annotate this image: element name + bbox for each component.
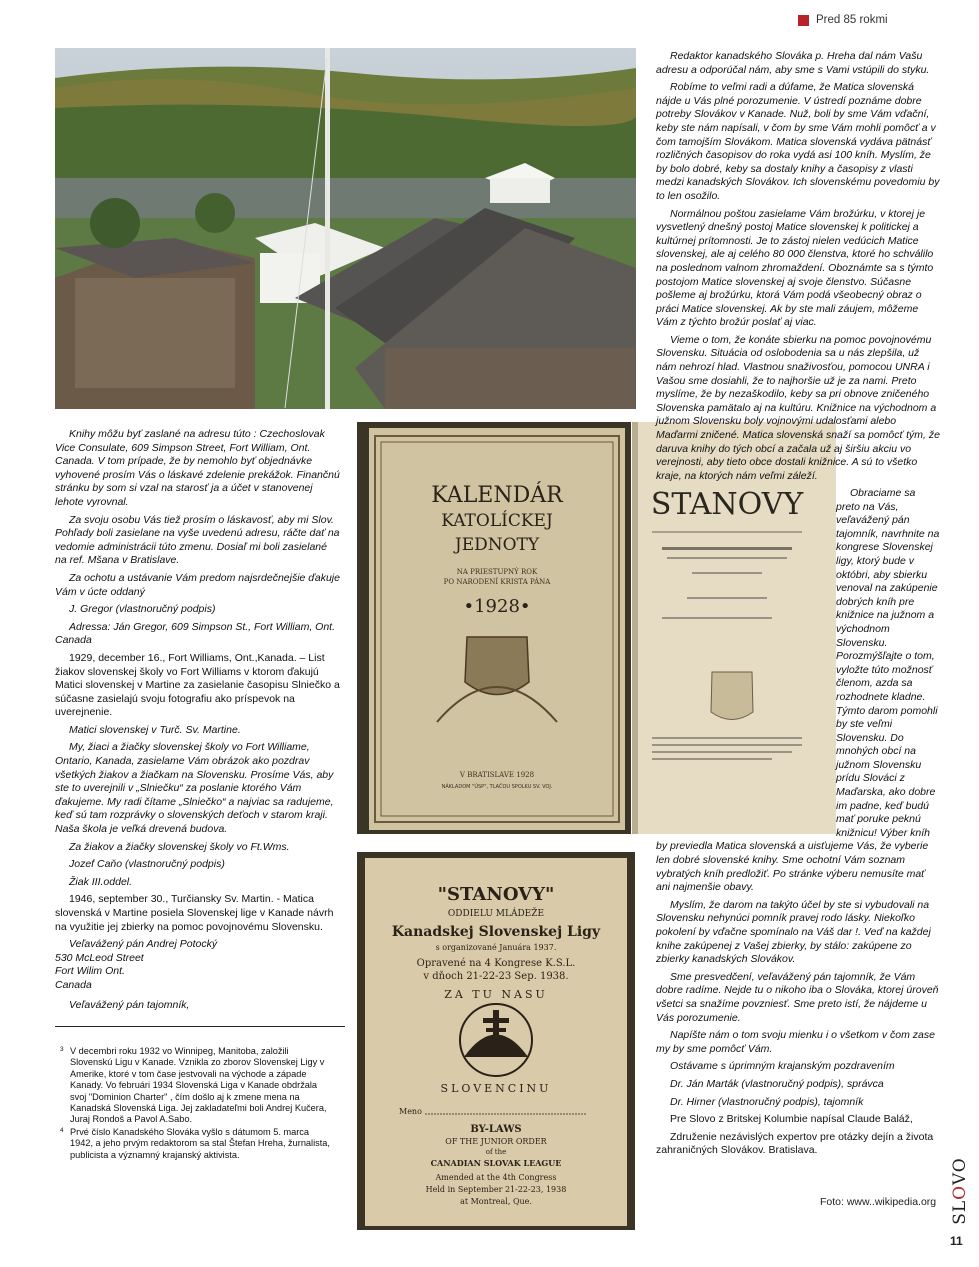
right-column — [656, 50, 940, 487]
right-p11: Dr. Hirner (vlastnoručný podpis), tajomník — [670, 1095, 864, 1108]
stanovy-right-title: STANOVY — [650, 487, 804, 522]
right-p9: Ostávame s úprimným krajanským pozdravením — [670, 1060, 895, 1073]
kalendar-sub-2: PO NARODENÍ KRISTA PÁNA — [443, 578, 551, 586]
left-p7: Matici slovenskej v Turč. Sv. Martine. — [69, 723, 241, 736]
booklet-bylaws-6: Held in September 21-22-23, 1938 — [425, 1185, 567, 1194]
left-p4: J. Gregor (vlastnoručný podpis) — [69, 603, 216, 616]
kalendar-cover-image — [357, 422, 631, 834]
booklet-bylaws-5: Amended at the 4th Congress — [435, 1173, 557, 1182]
booklet-line-1: ODDIELU MLÁDEŽE — [447, 909, 545, 919]
left-p8: My, žiaci a žiačky slovenskej školy vo Fort Williame, Ontario, Kanada, zasielame Vám obrázok ako pozdrav všetkých žiakov a žiačkam na Slovensku. Prosíme Vás, aby ste to uverejnili v „Slniečku“ za poslanie ktorého Vám ďakujeme. My radi čítame „Slniečko“ a najviac sa radujeme, keď sú tam rozprávky o slovenských deťoch v starom kraji. Naša škola je veľká drevená budova. — [55, 741, 334, 836]
left-p6: 1929, december 16., Fort Williams, Ont.,Kanada. – List žiakov slovenskej školy vo Fort Williams v ktorom ďakujú Matici slovenskej v Martine za zasielanie časopisu Slniečko a súčasne zasielajú svoju fotografiu ako príspevok na uverejnenie. — [55, 651, 340, 719]
section-title: Pred 85 rokmi — [816, 14, 888, 26]
left-p12: 1946, september 30., Turčiansky Sv. Martin. - Matica slovenská v Martine posiela Slovenskej lige v Kanade návrh na využitie jej zbierky na pomoc povojnovému Slovensku. — [55, 893, 334, 933]
footnote-4-number: 4 — [60, 1126, 64, 1134]
left-p1: Knihy môžu byť zaslané na adresu túto : Czechoslovak Vice Consulate, 609 Simpson Street, Fort William, Ont. Canada. V tom prípade, že by nemohlo byť objednávke vyhovené prosím Vás o láskavé zdelenie prekážok. Finančnú stránku by som si vzal na starosť ja a účet v stanovenej lehote vyrovnal. — [55, 428, 340, 508]
footnote-3-text: V decembri roku 1932 vo Winnipeg, Manitoba, založili Slovenskú Ligu v Kanade. Vznikla zo zborov Slovenskej Ligy v Amerike, ktoré v tom čase jestvovali na východe a západe Kanady. Vo februári 1934 Slovenská Liga v Kanade obdržala svoj "Dominion Charter" , čím došlo aj k zmene mena na Kanadská Slovenská Liga. Jej zakladateľmi boli Andrej Kučera, Juraj Rondoš a Pavol A.Sabo. — [70, 1046, 327, 1125]
left-p11: Žiak III.oddel. — [69, 875, 133, 888]
left-p3: Za ochotu a ustávanie Vám predom najsrdečnejšie ďakuje Vám v úcte oddaný — [55, 571, 340, 598]
booklet-bylaws-7: at Montreal, Que. — [460, 1197, 532, 1206]
logo-part-2: VO — [950, 1157, 970, 1186]
right-p2: Robíme to veľmi radi a dúfame, že Matica slovenská nájde u Vás plné porozumenie. V ústredí poznáme dobre potreby Slovákov v Kanade. Nuž, boli by sme Vám vďační, keby ste nám napísali, v čom by sme Vám mohli pomôcť a v čom tamojším Slovákom. Matica slovenská vydáva pätnásť rozličných časopisov do roka vydá asi 100 kníh. Myslím, že by bolo dobré, keby sa dostaly knihy a časopisy z vlasti medzi kanadských Slovákov. Ich slovenskému povedomiu by to len osožilo. — [656, 81, 940, 202]
booklet-title: "STANOVY" — [437, 884, 555, 905]
kalendar-year: •1928• — [463, 596, 531, 617]
booklet-line-3: s organizované Januára 1937. — [435, 943, 557, 952]
image-wrap-spacer — [656, 487, 836, 835]
kalendar-title-3: JEDNOTY — [454, 535, 540, 555]
right-p3: Normálnou poštou zasielame Vám brožúrku, v ktorej je vysvetlený dnešný postoj Matice slovenskej k politickej a kultúrnej prítomnosti. Je to zástoj nielen vedúcich Matice slovenskej, ale aj celého 80 000 členstva, ktoré ho schválilo na poslednom valnom zhromaždení. Oboznámte sa s týmto postojom Matice slovenskej aj svoje členstvo. Súčasne pošleme aj brožúrku, ktorá Vám podá všeobecný obraz o práci Matice slovenskej. Ak by ste mali záujem, môžeme Vám z týchto brožúr poslať aj viac. — [656, 207, 934, 329]
booklet-bylaws-3: of the — [485, 1148, 507, 1156]
footnotes — [60, 1046, 330, 1162]
address-block — [55, 938, 340, 992]
photo-credit: Foto: www..wikipedia.org — [820, 1196, 937, 1208]
right-p10: Dr. Ján Marták (vlastnoručný podpis), správca — [670, 1077, 884, 1090]
section-marker-icon — [798, 15, 809, 26]
footnote-divider — [55, 1026, 345, 1027]
footnote-3-number: 3 — [60, 1046, 64, 1053]
left-p9: Za žiakov a žiačky slovenskej školy vo Ft.Wms. — [69, 840, 290, 853]
logo-part-o: O — [950, 1185, 970, 1200]
village-photo — [55, 48, 636, 409]
section-header — [798, 14, 888, 26]
footnote-4 — [60, 1127, 330, 1161]
left-p13: Veľavážený pán tajomník, — [69, 998, 190, 1011]
page-number: 11 — [950, 1234, 963, 1248]
right-column-lower — [656, 487, 940, 1162]
right-p6: Myslím, že darom na takýto účel by ste si vybudovali na Slovensku nehynúci pomník pravej rodo lásky. Niekoľko pokolení by vďačne spomínalo na Váš dar !. Veď na každej knihe zakúpenej z Vašej zbierky, by stálo: zakúpene zo zbierky kanadských Slovákov. — [656, 898, 931, 966]
left-p5: Adressa: Ján Gregor, 609 Simpson St., Fort William, Ont. Canada — [55, 620, 336, 647]
booklet-line-5: v dňoch 21-22-23 Sep. 1938. — [423, 971, 569, 982]
slovo-logo — [948, 1155, 972, 1227]
footnote-3 — [60, 1046, 330, 1126]
booklet-line-2: Kanadskej Slovenskej Ligy — [391, 924, 601, 940]
right-p1: Redaktor kanadského Slováka p. Hreha dal nám Vašu adresu a odporúčal nám, aby sme s Vami vstúpili do styku. — [656, 50, 930, 76]
left-p2: Za svoju osobu Vás tiež prosím o láskavosť, aby mi Slov. Pohľady boli zasielane na vyše uvedenú adresu, ráčte dať na vedomie administrácii túto zmenu. Dosiaľ mi boli zasielané na ref. Mšana v Bratislave. — [55, 513, 340, 567]
right-p7: Sme presvedčení, veľavážený pán tajomník, že Vám dobre radíme. Nejde tu o nikoho iba o Slováka, ktorej úroveň všetci sa snažíme povzniesť. Sme preto istí, že nájdeme u Vás porozumenie. — [656, 970, 939, 1024]
footnote-4-text: Prvé číslo Kanadského Slováka vyšlo s dátumom 5. marca 1942, a jeho prvým redaktorom sa stal Štefan Hreha, žurnalista, publicista a významný krajanský aktivista. — [70, 1126, 330, 1160]
right-p8: Napíšte nám o tom svoju mienku i o všetkom v čom zase my by sme pomôcť Vám. — [656, 1029, 935, 1055]
address-line-1: Veľavážený pán Andrej Potocký — [69, 938, 218, 951]
address-line-4: Canada — [55, 978, 92, 991]
kalendar-bottom-1: V BRATISLAVE 1928 — [459, 771, 535, 779]
left-p10: Jozef Caňo (vlastnoručný podpis) — [69, 858, 225, 871]
slovo-logo-text — [950, 1157, 970, 1225]
address-line-3: Fort Wilim Ont. — [55, 965, 125, 978]
kalendar-bottom-2: NÁKLADOM "ÚSP", TLAČOU SPOLKU SV. VOJ. — [441, 784, 553, 790]
right-p4: Vieme o tom, že konáte sbierku na pomoc povojnovému Slovensku. Situácia od oslobodenia sa u nás zlepšila, už nám nehrozí hlad. Vlastnou snaživosťou, pomocou UNRA i Vašou sme dosiahli, že to najhoršie už je za nami. Preto myslíme, že by nezaškodilo, keby sa pri obnove zničeného Slovenska pamätalo aj na kultúru. Knižnice na východnom a južnom Slovensku boly vojnovými udalosťami alebo Maďarmi zničené. Matica slovenská snaží sa pomôcť tým, že daruva knihy do tých obcí a začala už aj širšiu akciu vo verejnosti, aby tieto obce dostali knižnice. A sú to všetko kraje, na ktorých nám veľmi záleží. — [656, 333, 940, 482]
right-p5: Obraciame sa preto na Vás, veľavážený pán tajomník, navrhnite na kongrese Slovenskej ligy, ktorý bude v októbri, aby sbierku venoval na zakúpenie dobrých kníh pre knižnice na južnom a východnom Slovensku. Porozmýšľajte o tom, vyložte túto možnosť členom, azda sa rozhodnete kladne. Týmto darom pomohli by ste veľmi Slovensku. Do mnohých obcí na južnom Slovensku prídu Slováci z Maďarska, ako dobre im padne, keď budú mať poruke peknú knižnicu! Výber kníh by previedla Matica slovenská a uisťujeme Vás, že vyberie len dobré slovenské knihy. Sme ochotní Vám soznam vybratých kníh predložiť. Po stránke výberu nemusíte mať ani najmenšie obavy. — [656, 487, 940, 894]
address-line-2: 530 McLeod Street — [55, 951, 144, 964]
left-column — [55, 428, 340, 1016]
stanovy-booklet-image — [357, 852, 635, 1230]
kalendar-title-2: KATOLÍCKEJ — [441, 511, 553, 531]
right-p12: Pre Slovo z Britskej Kolumbie napísal Claude Baláž, — [670, 1113, 913, 1126]
kalendar-title-1: KALENDÁR — [431, 483, 563, 508]
booklet-line-4: Opravené na 4 Kongrese K.S.L. — [416, 958, 576, 969]
right-p13: Združenie nezávislých expertov pre otázky dejín a života zahraničných Slovákov. Bratislava. — [656, 1130, 934, 1157]
booklet-bylaws-4: CANADIAN SLOVAK LEAGUE — [430, 1158, 562, 1168]
logo-part-1: SL — [950, 1199, 970, 1225]
booklet-bylaws-2: OF THE JUNIOR ORDER — [445, 1137, 547, 1146]
booklet-line-6: ZA TU NASU — [444, 988, 548, 1001]
booklet-line-7: SLOVENCINU — [440, 1082, 552, 1095]
booklet-name-label: Meno — [399, 1107, 422, 1116]
booklet-bylaws-1: BY-LAWS — [470, 1124, 522, 1135]
kalendar-sub-1: NA PRIESTUPNÝ ROK — [456, 568, 538, 576]
